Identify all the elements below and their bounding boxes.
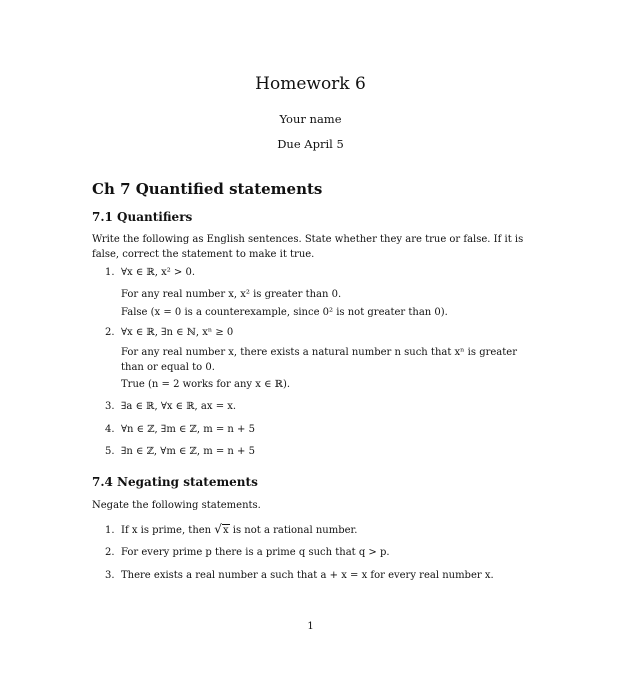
item-number: 3. (105, 401, 115, 412)
item-text: For every prime p there is a prime q such that q > p. (121, 547, 390, 558)
item-text: There exists a real number a such that a + x = x for every real number x. (121, 570, 494, 581)
item-number: 4. (105, 424, 115, 435)
section-heading-quantifiers: 7.1 Quantifiers (92, 210, 193, 224)
radicand: x (222, 525, 229, 536)
square-root: √x (214, 522, 229, 536)
list-item (105, 401, 236, 412)
item-number: 1. (105, 525, 115, 536)
item-answer: For any real number x, x² is greater than 0. (121, 289, 342, 300)
list-item (105, 570, 494, 581)
list-item (105, 327, 233, 338)
item-statement: ∀n ∈ ℤ, ∃m ∈ ℤ, m = n + 5 (121, 424, 255, 435)
author-name: Your name (279, 112, 342, 126)
item-number: 5. (105, 446, 115, 457)
item-statement: ∃n ∈ ℤ, ∀m ∈ ℤ, m = n + 5 (121, 446, 255, 457)
item-statement: ∃a ∈ ℝ, ∀x ∈ ℝ, ax = x. (121, 401, 237, 412)
item-number: 1. (105, 267, 115, 278)
section-heading-negating: 7.4 Negating statements (92, 475, 258, 489)
section-intro-quantifiers: Write the following as English sentences. State whether they are true or false. If it is false, correct the statement to make it true. (92, 234, 524, 260)
due-date: Due April 5 (277, 137, 344, 151)
list-item (105, 424, 255, 435)
item-statement: ∀x ∈ ℝ, x² > 0. (121, 267, 196, 278)
chapter-heading: Ch 7 Quantified statements (92, 180, 323, 198)
item-note: True (n = 2 works for any x ∈ ℝ). (121, 379, 291, 390)
item-number: 2. (105, 547, 115, 558)
item-note: False (x = 0 is a counterexample, since 0² is not greater than 0). (121, 307, 448, 318)
list-item (105, 446, 255, 457)
list-item (105, 547, 390, 558)
list-item (105, 522, 357, 536)
item-text-post: is not a rational number. (229, 525, 358, 536)
item-text-pre: If x is prime, then (121, 525, 215, 536)
document-title: Homework 6 (255, 74, 366, 94)
list-item (105, 267, 195, 278)
item-answer: For any real number x, there exists a natural number n such that xⁿ is greater than or equal to 0. (121, 347, 517, 373)
section-intro-negating: Negate the following statements. (92, 500, 261, 511)
page-number: 1 (307, 621, 314, 632)
item-number: 2. (105, 327, 115, 338)
item-number: 3. (105, 570, 115, 581)
item-statement: ∀x ∈ ℝ, ∃n ∈ ℕ, xⁿ ≥ 0 (121, 327, 234, 338)
